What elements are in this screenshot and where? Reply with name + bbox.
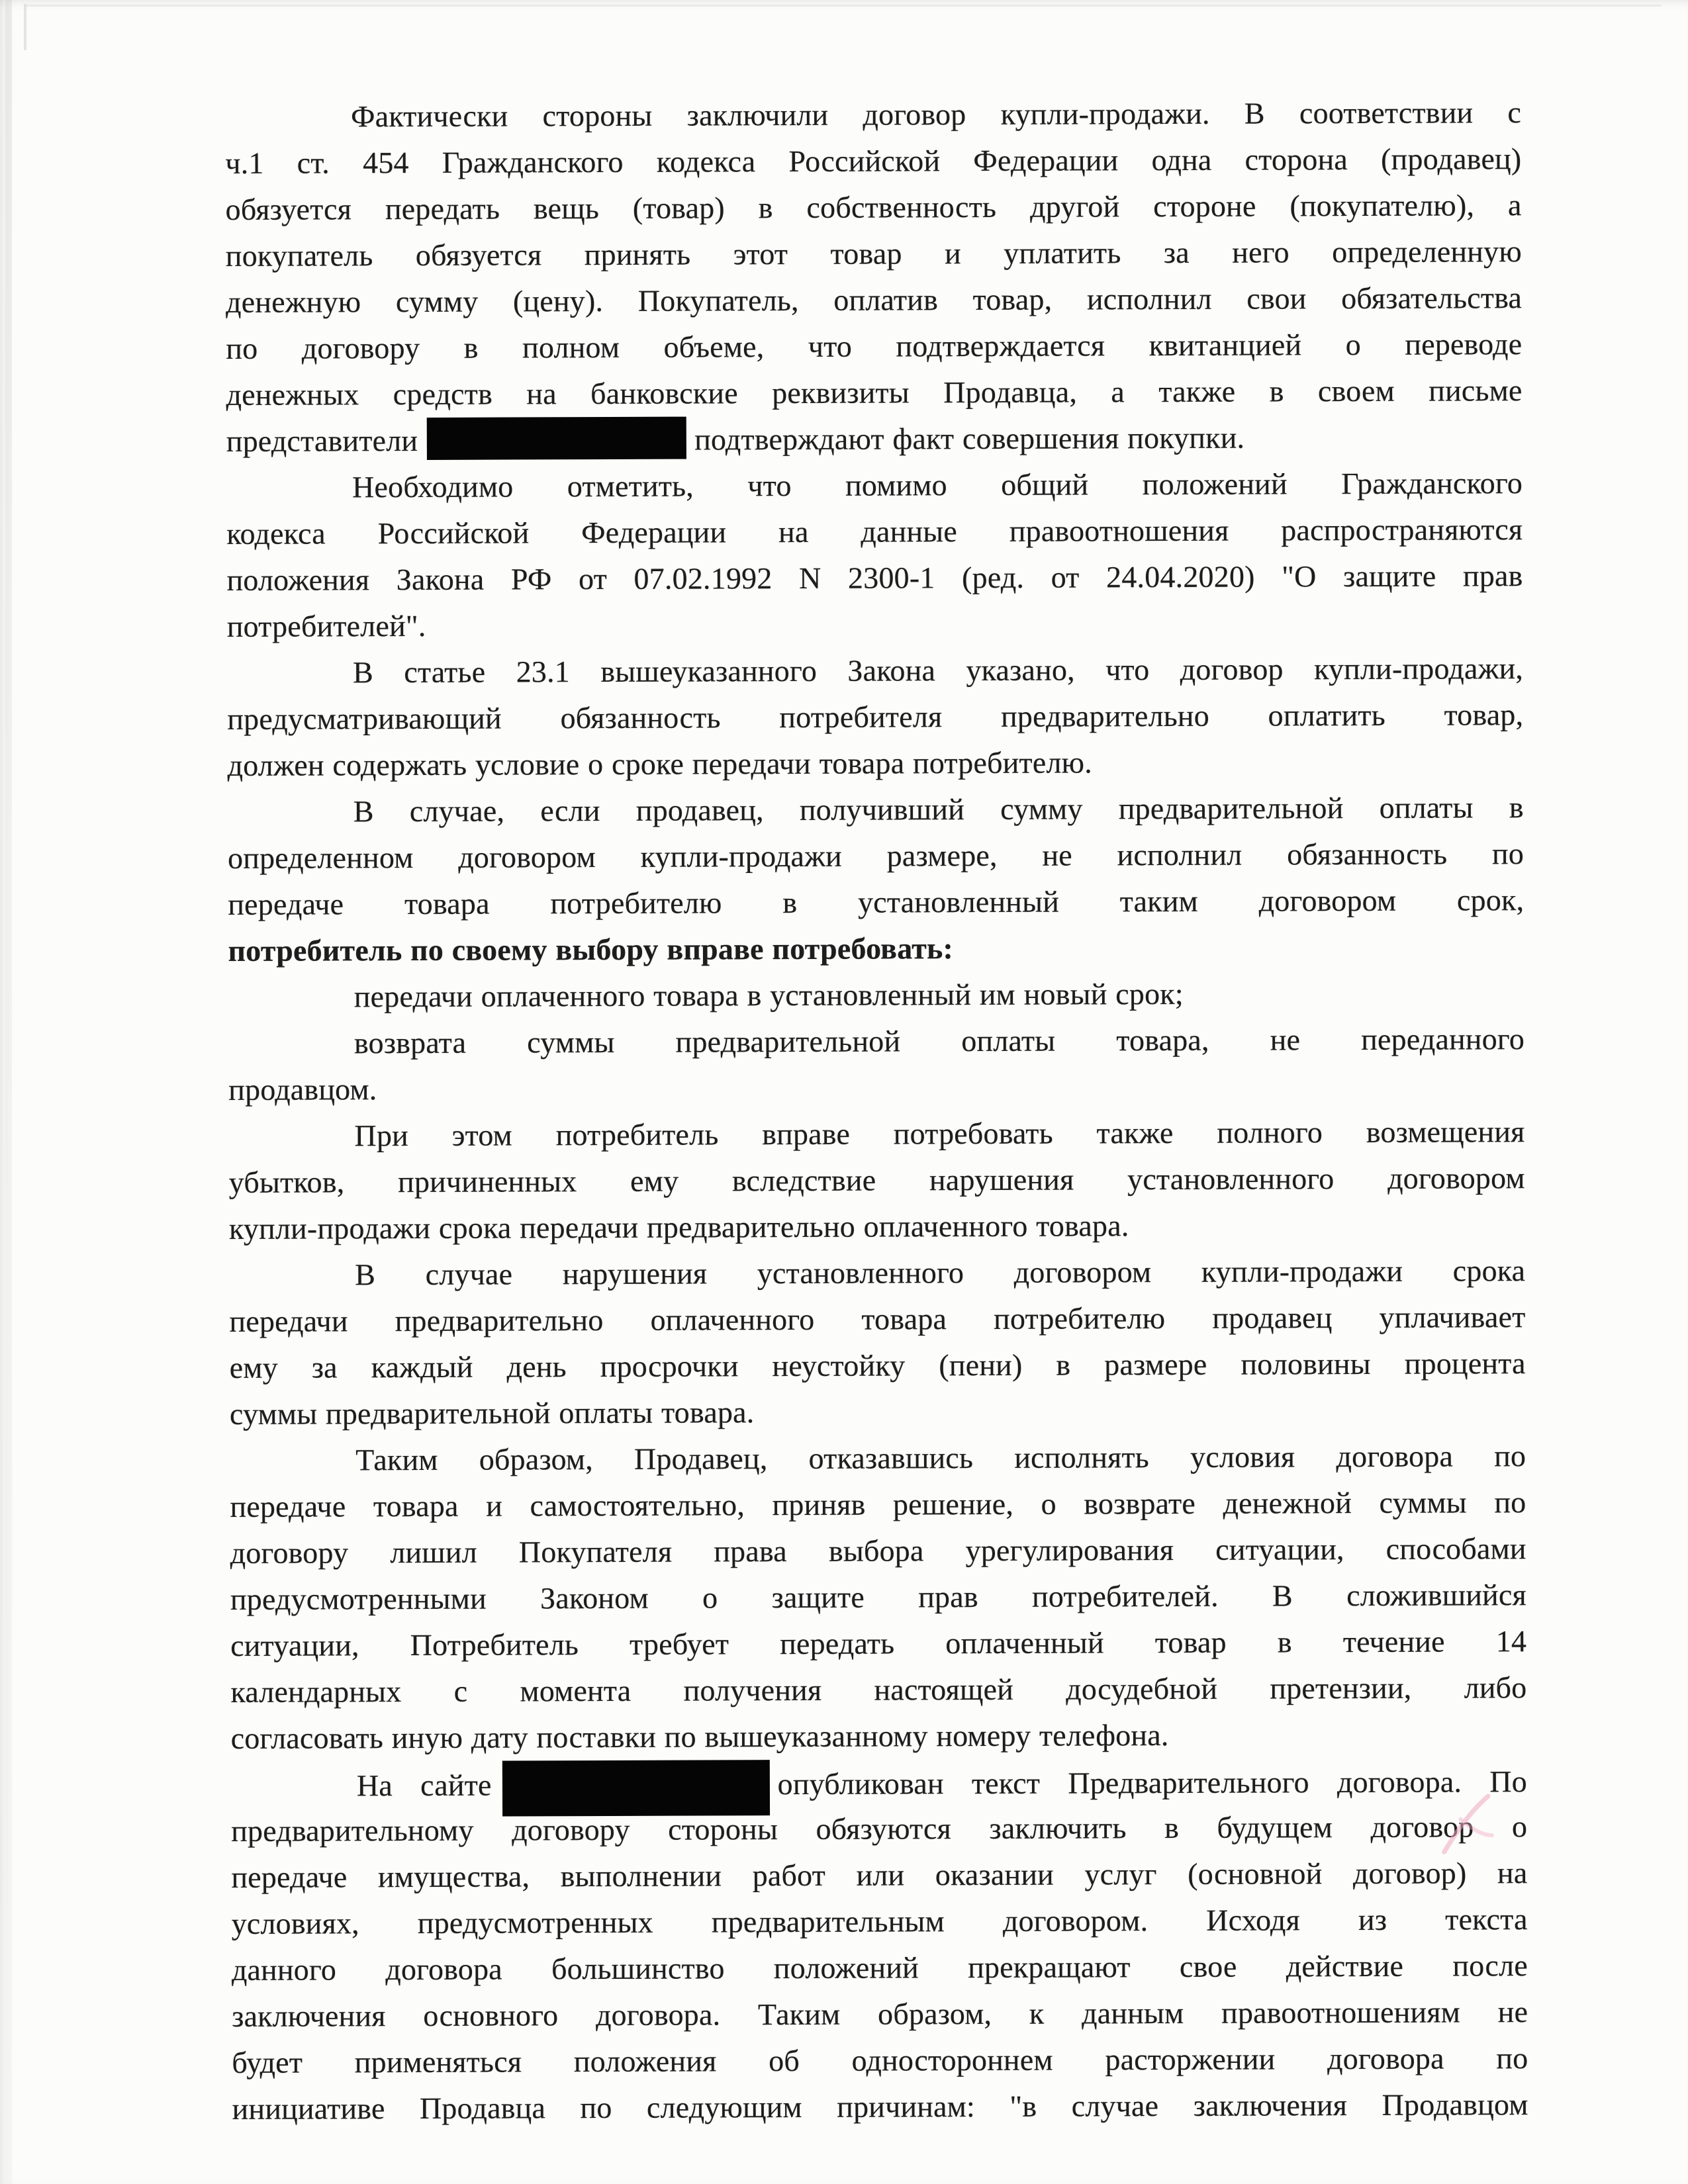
document-text-block [225, 89, 1528, 2132]
text-line: передачи предварительно оплаченного товара потребителю продавец уплачивает [229, 1300, 1526, 1338]
text-line: инициативе Продавца по следующим причинам: "в случае заключения Продавцом [232, 2087, 1528, 2126]
text-line: должен содержать условие о сроке передачи товара потребителю. [227, 745, 1092, 782]
text-segment: представители [226, 423, 418, 458]
text-line: положения Закона РФ от 07.02.1992 N 2300-1 (ред. от 24.04.2020) "О защите прав [226, 559, 1523, 597]
text-line: потребитель по своему выбору вправе потребовать: [228, 931, 954, 968]
text-line: предварительному договору стороны обязуются заключить в будущем договор о [231, 1809, 1528, 1848]
text-line: условиях, предусмотренных предварительным договором. Исходя из текста [231, 1902, 1528, 1940]
text-line: данного договора большинство положений прекращают свое действие после [231, 1948, 1528, 1987]
text-line: При этом потребитель вправе потребовать также полного возмещения [354, 1115, 1525, 1153]
text-line: передачи оплаченного товара в установленный им новый срок; [353, 976, 1184, 1014]
text-line: возврата суммы предварительной оплаты товара, не переданного [353, 1022, 1525, 1060]
text-segment: опубликован текст Предварительного договора. По [777, 1764, 1528, 1801]
text-line: ему за каждый день просрочки неустойку (пени) в размере половины процента [229, 1346, 1526, 1385]
text-line: договору лишил Покупателя права выбора урегулирования ситуации, способами [230, 1531, 1526, 1570]
scan-edge-top-artifact [26, 5, 1662, 7]
text-line: передаче товара и самостоятельно, приняв решение, о возврате денежной суммы по [230, 1485, 1526, 1524]
text-line: заключения основного договора. Таким образом, к данным правоотношениям не [232, 1995, 1528, 2033]
text-line: ситуации, Потребитель требует передать оплаченный товар в течение 14 [230, 1624, 1527, 1662]
text-line: потребителей". [226, 608, 426, 643]
text-line: предусматривающий обязанность потребителя предварительно оплатить товар, [227, 698, 1524, 736]
text-line: кодекса Российской Федерации на данные правоотношения распространяются [226, 512, 1523, 551]
text-segment: подтверждают факт совершения покупки. [694, 420, 1245, 457]
text-line: продавцом. [228, 1072, 377, 1107]
text-line: Таким образом, Продавец, отказавшись исполнять условия договора по [355, 1439, 1526, 1477]
text-line: определенном договором купли-продажи размере, не исполнил обязанность по [227, 837, 1524, 875]
text-line: предусмотренными Законом о защите прав потребителей. В сложившийся [230, 1578, 1527, 1616]
text-line: передаче товара потребителю в установленный таким договором срок, [228, 883, 1524, 921]
text-line: денежных средств на банковские реквизиты Продавца, а также в своем письме [226, 373, 1523, 412]
text-line [226, 414, 1523, 465]
scan-edge-left-artifact [5, 0, 12, 2184]
text-line: убытков, причиненных ему вследствие нарушения установленного договором [228, 1161, 1525, 1199]
text-line: купли-продажи срока передачи предварительно оплаченного товара. [228, 1208, 1129, 1246]
text-line: В случае, если продавец, получивший сумму предварительной оплаты в [353, 790, 1524, 829]
text-line: покупатель обязуется принять этот товар и уплатить за него определенную [225, 234, 1522, 273]
text-line: Фактически стороны заключили договор купли-продажи. В соответствии с [351, 95, 1522, 134]
text-line: Необходимо отметить, что помимо общий положений Гражданского [352, 466, 1523, 504]
text-line [231, 1757, 1527, 1808]
text-line: по договору в полном объеме, что подтверждается квитанцией о переводе [226, 327, 1523, 365]
text-line: будет применяться положения об одностороннем расторжении договора по [232, 2041, 1528, 2079]
text-line: суммы предварительной оплаты товара. [229, 1395, 755, 1431]
text-line: денежную сумму (цену). Покупатель, оплатив товар, исполнил свои обязательства [226, 281, 1523, 319]
text-line: В случае нарушения установленного договором купли-продажи срока [355, 1253, 1526, 1292]
text-line: обязуется передать вещь (товар) в собственность другой стороне (покупателю), а [225, 188, 1522, 226]
redaction-box [427, 417, 686, 460]
text-line: В статье 23.1 вышеуказанного Закона указано, что договор купли-продажи, [352, 651, 1524, 690]
text-line: ч.1 ст. 454 Гражданского кодекса Российской Федерации одна сторона (продавец) [225, 142, 1522, 180]
text-line: передаче имущества, выполнении работ или оказании услуг (основной договор) на [231, 1856, 1528, 1894]
text-line: календарных с момента получения настоящей досудебной претензии, либо [230, 1670, 1527, 1709]
text-line: согласовать иную дату поставки по вышеуказанному номеру телефона. [230, 1718, 1169, 1755]
text-segment: На сайте [356, 1768, 492, 1803]
scan-edge-corner-artifact [24, 4, 26, 50]
